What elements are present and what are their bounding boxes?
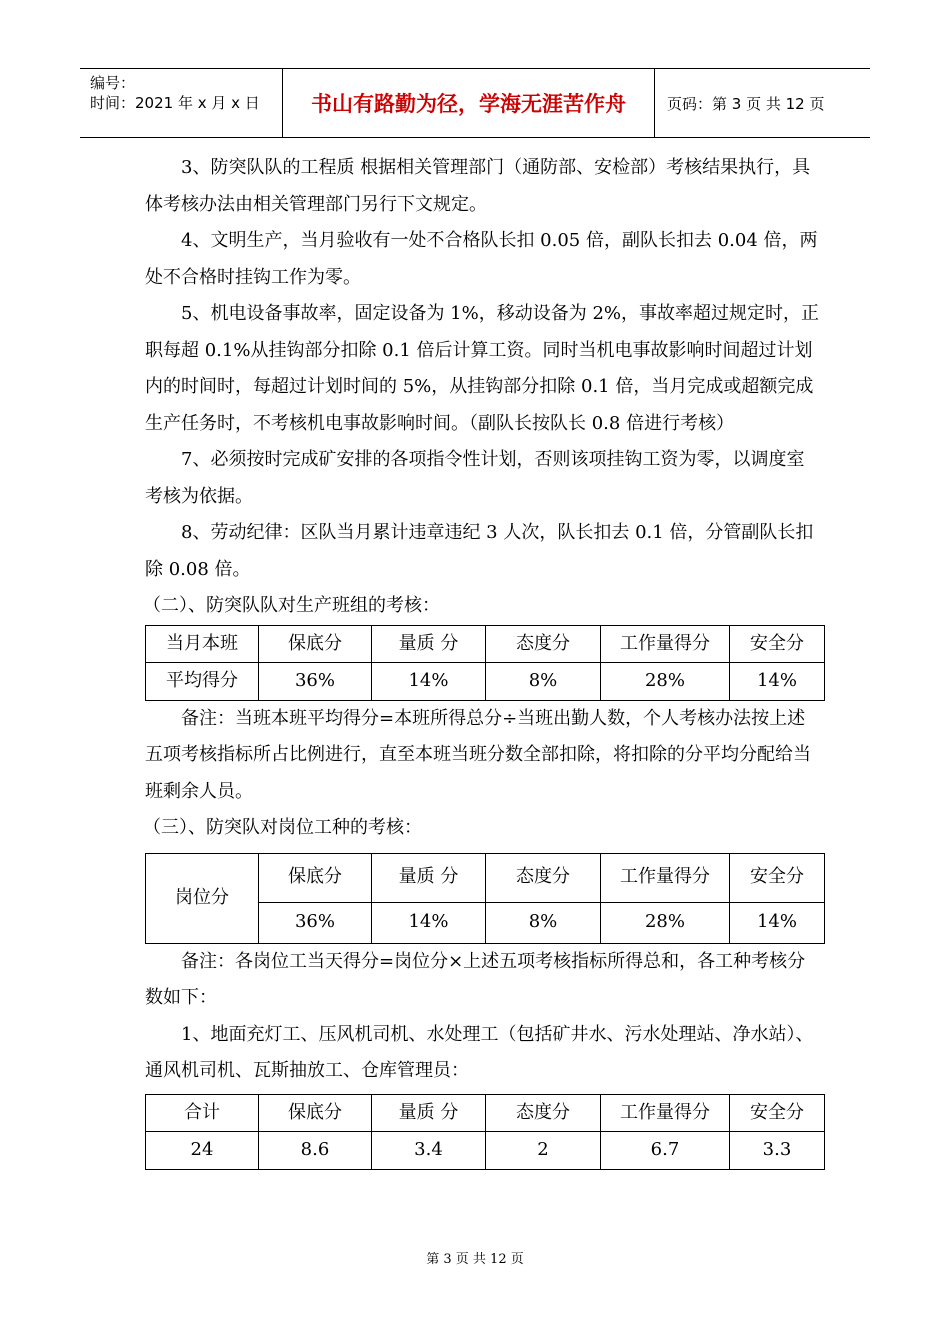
table-header-cell: 安全分 (730, 1094, 825, 1132)
row-label: 岗位分 (146, 853, 259, 943)
table-cell: 6.7 (601, 1132, 730, 1170)
header-meta (80, 69, 283, 137)
table-cell: 28% (601, 902, 730, 943)
table-cell: 8% (486, 663, 601, 701)
section-2-heading: （二）、防突队队对生产班组的考核： (143, 595, 440, 616)
note-2: 备注：当班本班平均得分=本班所得总分÷当班出勤人数，个人考核办法按上述五项考核指标所占比例进行，直至本班当班分数全部扣除，将扣除的分平均分配给当班剩余人员。 (145, 707, 811, 802)
table-cell: 36% (259, 663, 372, 701)
table-cell: 3.3 (730, 1132, 825, 1170)
note-3: 备注：各岗位工当天得分=岗位分×上述五项考核指标所得总和，各工种考核分数如下： (145, 950, 806, 1008)
list-item-1: 1、地面充灯工、压风机司机、水处理工（包括矿井水、污水处理站、净水站）、通风机司机、瓦斯抽放工、仓库管理员： (145, 1023, 814, 1081)
table-header-cell: 保底分 (259, 1094, 372, 1132)
header-motto: 书山有路勤为径，学海无涯苦作舟 (283, 69, 655, 137)
table-header-cell: 态度分 (486, 1094, 601, 1132)
table-cell: 14% (730, 663, 825, 701)
header-time: 时间：2021 年 x 月 x 日 (90, 94, 260, 112)
page-footer: 第 3 页 共 12 页 (426, 1252, 524, 1267)
page-header (80, 68, 870, 138)
table-header-cell: 态度分 (486, 853, 601, 902)
table-header-cell: 保底分 (259, 853, 372, 902)
table-header-cell: 量质 分 (372, 853, 486, 902)
table-header-cell: 安全分 (730, 625, 825, 663)
row-label-bottom: 平均得分 (146, 663, 259, 701)
paragraph-3: 3、防突队队的工程质 根据相关管理部门（通防部、安检部）考核结果执行，具体考核办法由相关管理部门另行下文规定。 (145, 157, 811, 215)
table-header-cell: 量质 分 (372, 625, 486, 663)
paragraph-8: 8、劳动纪律：区队当月累计违章违纪 3 人次，队长扣去 0.1 倍，分管副队长扣除 0.08 倍。 (145, 522, 814, 580)
table-header-cell: 态度分 (486, 625, 601, 663)
table-cell: 28% (601, 663, 730, 701)
row-label-top: 当月本班 (146, 625, 259, 663)
paragraph-7: 7、必须按时完成矿安排的各项指令性计划，否则该项挂钩工资为零，以调度室考核为依据。 (145, 449, 805, 507)
table-header-cell: 量质 分 (372, 1094, 486, 1132)
table-header-cell: 工作量得分 (601, 853, 730, 902)
table-cell: 8% (486, 902, 601, 943)
table-cell: 3.4 (372, 1132, 486, 1170)
table-header-cell: 合计 (146, 1094, 259, 1132)
table-cell: 14% (730, 902, 825, 943)
job-score-table (145, 1094, 825, 1170)
paragraph-4: 4、文明生产，当月验收有一处不合格队长扣 0.05 倍，副队长扣去 0.04 倍，两处不合格时挂钩工作为零。 (145, 230, 818, 288)
table-cell: 14% (372, 663, 486, 701)
table-header-cell: 工作量得分 (601, 625, 730, 663)
table-cell: 8.6 (259, 1132, 372, 1170)
table-header-cell: 保底分 (259, 625, 372, 663)
table-header-cell: 安全分 (730, 853, 825, 902)
paragraph-5: 5、机电设备事故率，固定设备为 1%，移动设备为 2%，事故率超过规定时，正职每超 0.1%从挂钩部分扣除 0.1 倍后计算工资。同时当机电事故影响时间超过计划内的时间时，每超过计划时间的 5%，从挂钩部分扣除 0.1 倍，当月完成或超额完成生产任务时，不考核机电事故影响时间。（副队长按队长 0.8 倍进行考核） (145, 303, 820, 434)
header-code: 编号： (90, 74, 136, 92)
table-cell: 2 (486, 1132, 601, 1170)
document-body (145, 150, 820, 1170)
team-score-table (145, 625, 825, 701)
header-page-number: 页码：第 3 页 共 12 页 (667, 94, 825, 113)
table-cell: 24 (146, 1132, 259, 1170)
post-score-table (145, 853, 825, 944)
section-3-heading: （三）、防突队对岗位工种的考核： (143, 817, 422, 838)
table-cell: 36% (259, 902, 372, 943)
table-cell: 14% (372, 902, 486, 943)
table-header-cell: 工作量得分 (601, 1094, 730, 1132)
